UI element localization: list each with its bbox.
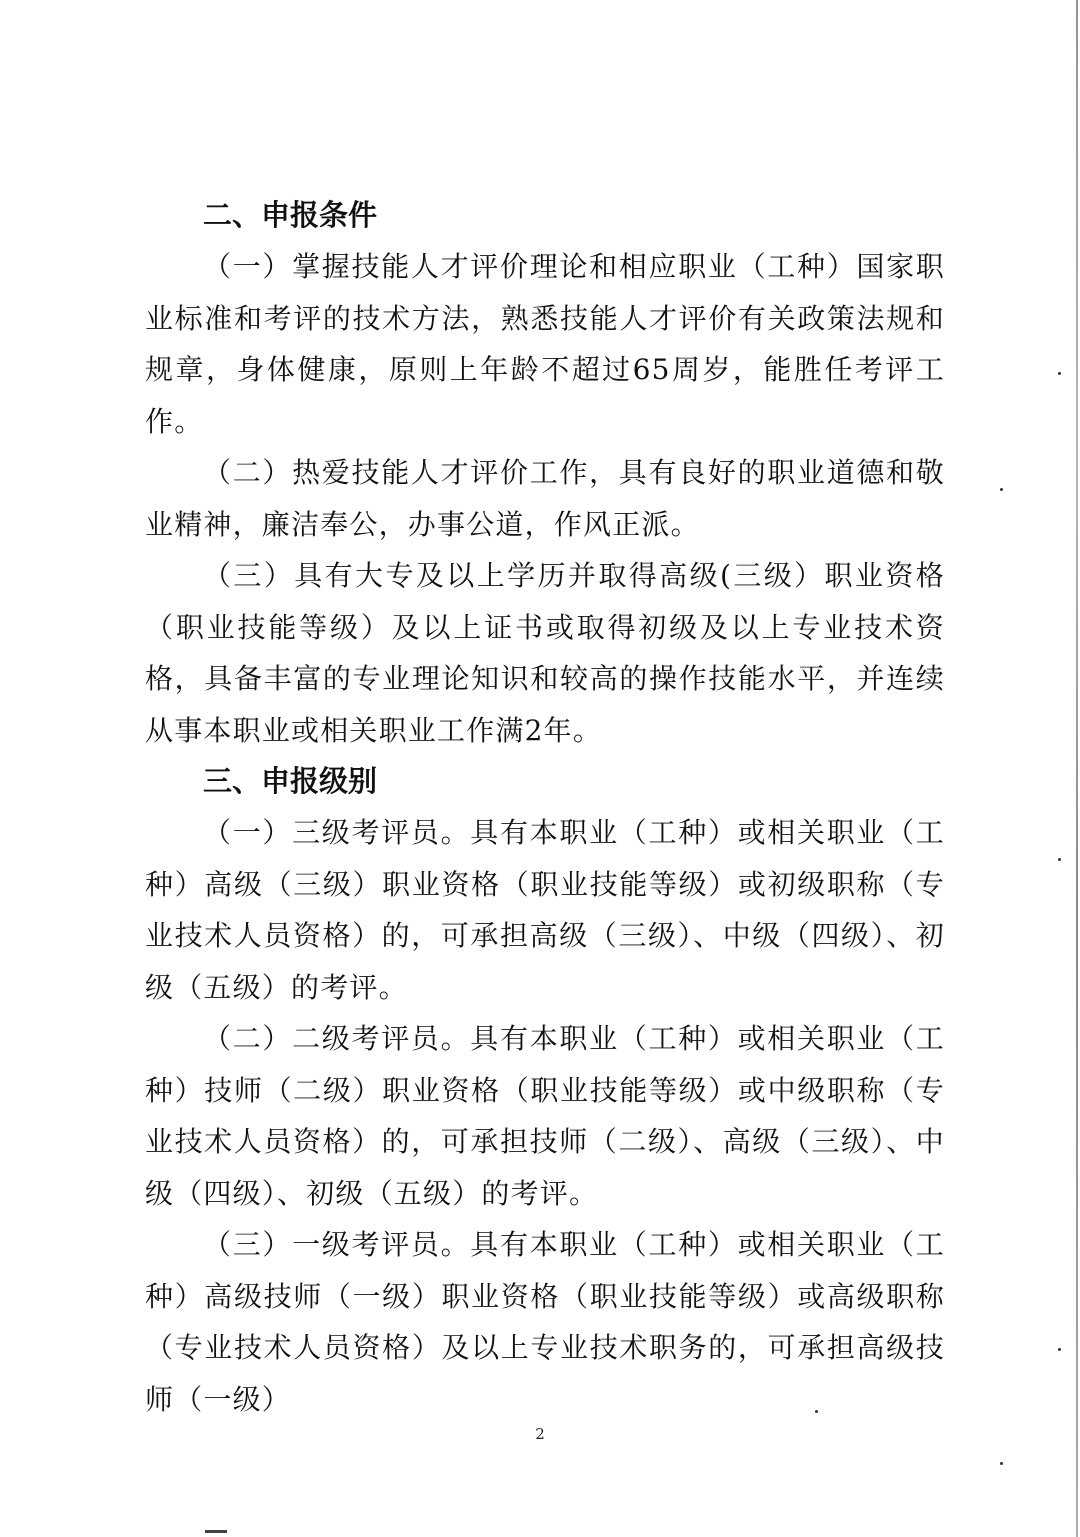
section-heading: 二、申报条件 (203, 198, 378, 232)
scan-speck (1058, 1348, 1061, 1351)
paragraph: （三）具有大专及以上学历并取得高级(三级）职业资格（职业技能等级）及以上证书或取得初级及以上专业技术资格，具备丰富的专业理论知识和较高的操作技能水平，并连续从事本职业或相关职业工作满2年。 (145, 559, 945, 747)
scan-speck (1058, 858, 1061, 861)
scan-edge-line (1076, 0, 1078, 1537)
page-number: 2 (535, 1425, 545, 1443)
paragraph: （二）二级考评员。具有本职业（工种）或相关职业（工种）技师（二级）职业资格（职业技能等级）或中级职称（专业技术人员资格）的，可承担技师（二级）、高级（三级）、中级（四级）、初级（五级）的考评。 (145, 1022, 945, 1210)
document-body (145, 190, 945, 1425)
scan-speck (1000, 488, 1003, 491)
section-application-levels (145, 756, 945, 1425)
section-heading: 三、申报级别 (203, 764, 378, 798)
paragraph: （二）热爱技能人才评价工作，具有良好的职业道德和敬业精神，廉洁奉公，办事公道，作风正派。 (145, 456, 945, 541)
paragraph: （一）掌握技能人才评价理论和相应职业（工种）国家职业标准和考评的技术方法，熟悉技能人才评价有关政策法规和规章，身体健康，原则上年龄不超过65周岁，能胜任考评工作。 (145, 250, 945, 438)
paragraph: （一）三级考评员。具有本职业（工种）或相关职业（工种）高级（三级）职业资格（职业技能等级）或初级职称（专业技术人员资格）的，可承担高级（三级）、中级（四级）、初级（五级）的考评。 (145, 816, 945, 1004)
scan-speck (1000, 1462, 1003, 1465)
scan-speck (1058, 372, 1061, 375)
scan-mark (205, 1530, 227, 1533)
paragraph: （三）一级考评员。具有本职业（工种）或相关职业（工种）高级技师（一级）职业资格（职业技能等级）或高级职称（专业技术人员资格）及以上专业技术职务的，可承担高级技师（一级） (145, 1228, 945, 1416)
section-application-conditions (145, 190, 945, 756)
